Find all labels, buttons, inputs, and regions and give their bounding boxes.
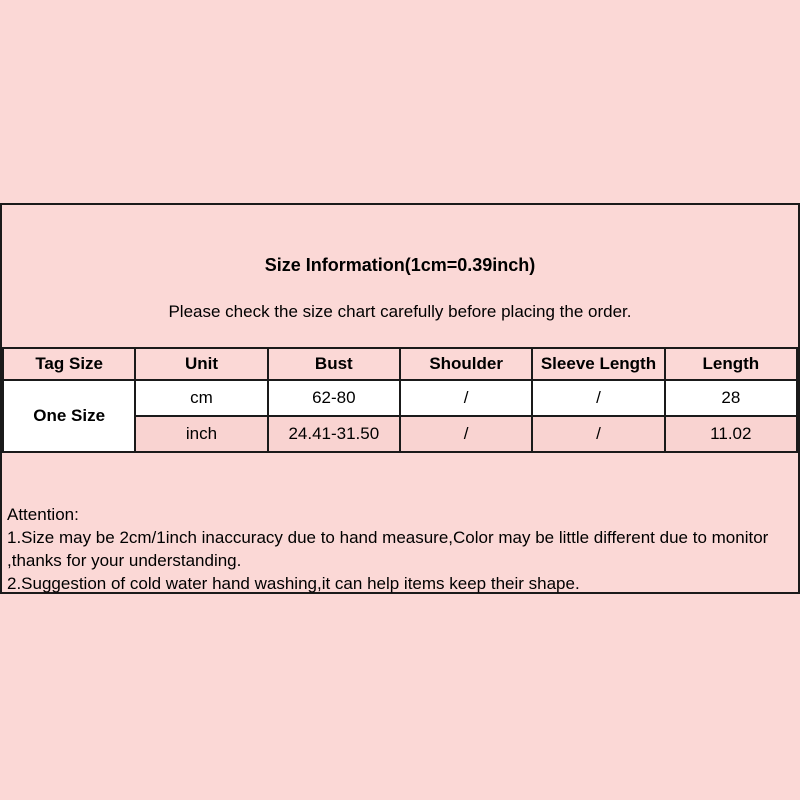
size-table-header <box>3 348 797 380</box>
size-table <box>2 347 798 453</box>
column-header-shoulder: Shoulder <box>400 348 532 380</box>
length-cm-cell: 28 <box>665 380 797 416</box>
column-header-length: Length <box>665 348 797 380</box>
length-inch-cell: 11.02 <box>665 416 797 452</box>
sleeve-length-cm-cell: / <box>532 380 664 416</box>
column-header-unit: Unit <box>135 348 267 380</box>
shoulder-cm-cell: / <box>400 380 532 416</box>
attention-line-1: 1.Size may be 2cm/1inch inaccuracy due to hand measure,Color may be little different due to monitor ,thanks for your understanding. <box>7 528 769 570</box>
size-info-panel <box>0 203 800 594</box>
attention-line-2: 2.Suggestion of cold water hand washing,it can help items keep their shape. <box>7 574 580 593</box>
page-title: Size Information(1cm=0.39inch) <box>264 255 536 275</box>
sleeve-length-inch-cell: / <box>532 416 664 452</box>
tag-size-value: One Size <box>3 380 135 452</box>
bust-cm-cell: 62-80 <box>268 380 400 416</box>
attention-heading: Attention: <box>7 505 79 524</box>
attention-section <box>2 503 798 595</box>
size-chart-notice: Please check the size chart carefully before placing the order. <box>168 302 632 321</box>
column-header-sleeve-length: Sleeve Length <box>532 348 664 380</box>
table-row-cm <box>3 380 797 416</box>
size-table-body <box>3 380 797 452</box>
bust-inch-cell: 24.41-31.50 <box>268 416 400 452</box>
size-table-header-row <box>3 348 797 380</box>
shoulder-inch-cell: / <box>400 416 532 452</box>
unit-inch-cell: inch <box>135 416 267 452</box>
unit-cm-cell: cm <box>135 380 267 416</box>
column-header-tag-size: Tag Size <box>3 348 135 380</box>
column-header-bust: Bust <box>268 348 400 380</box>
